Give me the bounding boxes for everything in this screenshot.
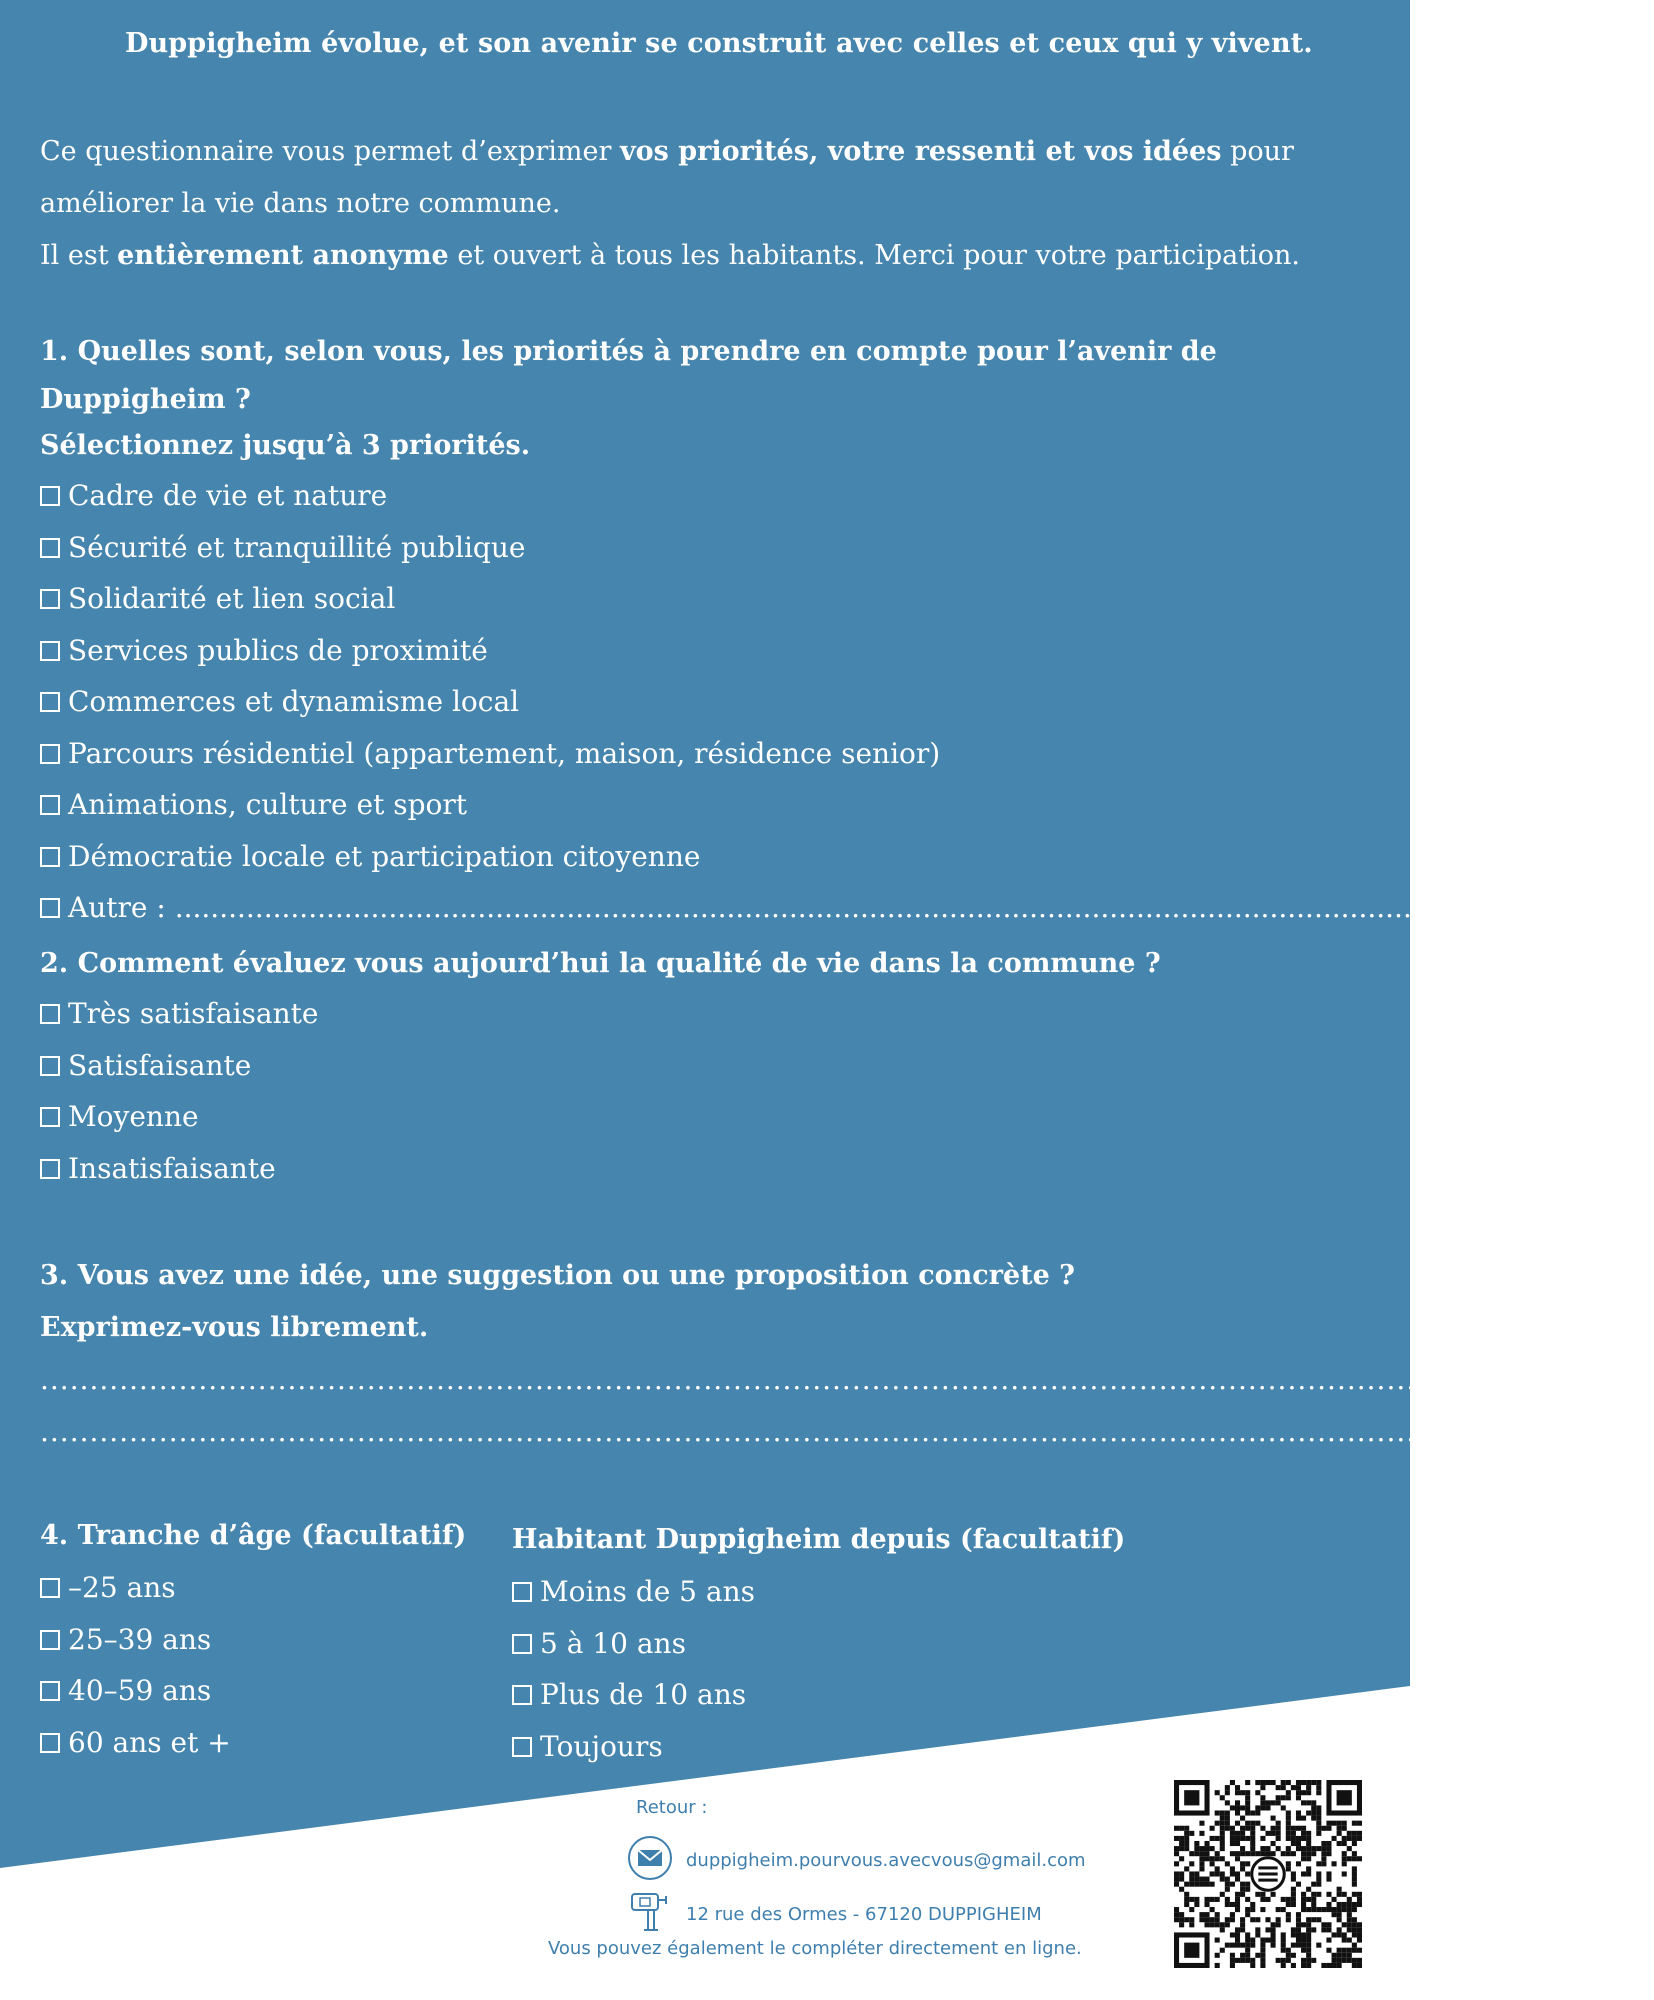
intro-line3-emphasis: entièrement anonyme [117, 240, 449, 271]
priority-option[interactable] [40, 470, 1380, 522]
checkbox-icon[interactable] [40, 486, 60, 506]
option-label: Solidarité et lien social [68, 582, 396, 615]
checkbox-icon[interactable] [512, 1634, 532, 1654]
checkbox-icon[interactable] [512, 1737, 532, 1757]
residence-option[interactable] [512, 1721, 1212, 1773]
option-label: Plus de 10 ans [540, 1678, 747, 1711]
checkbox-icon[interactable] [40, 641, 60, 661]
priority-option[interactable] [40, 625, 1380, 677]
intro-line3-text: Il est [40, 240, 118, 271]
priority-option[interactable] [40, 779, 1380, 831]
other-fill-line[interactable]: ...................................................................................................................................................... [174, 891, 1510, 924]
checkbox-icon[interactable] [40, 589, 60, 609]
question-4-options [40, 1562, 500, 1768]
retour-label: Retour : [636, 1797, 708, 1818]
checkbox-icon[interactable] [40, 1056, 60, 1076]
option-label: 60 ans et + [68, 1725, 231, 1759]
intro-line1-emphasis: vos priorités, votre ressenti et vos idées [619, 136, 1222, 167]
checkbox-icon[interactable] [40, 1733, 60, 1753]
checkbox-icon[interactable] [512, 1582, 532, 1602]
quality-option[interactable] [40, 1091, 1380, 1143]
question-4-title: 4. Tranche d’âge (facultatif) [40, 1520, 467, 1551]
answer-line-2[interactable]: ................................................................................................................................................................... [40, 1415, 1654, 1448]
checkbox-icon[interactable] [40, 898, 60, 918]
quality-option[interactable] [40, 988, 1380, 1040]
option-label: 25–39 ans [68, 1622, 212, 1656]
option-label: Autre : [68, 891, 166, 924]
checkbox-icon[interactable] [40, 1004, 60, 1024]
question-5 [512, 1514, 1212, 1772]
checkbox-icon[interactable] [40, 1681, 60, 1701]
checkbox-icon[interactable] [40, 538, 60, 558]
intro-text [40, 126, 1380, 282]
checkbox-icon[interactable] [40, 1630, 60, 1650]
priority-option[interactable] [40, 831, 1380, 883]
question-5-options [512, 1566, 1212, 1772]
age-option[interactable] [40, 1614, 500, 1666]
email-address[interactable]: duppigheim.pourvous.avecvous@gmail.com [686, 1850, 1086, 1871]
option-label: Sécurité et tranquillité publique [68, 530, 526, 564]
question-1-title: 1. Quelles sont, selon vous, les priorités à prendre en compte pour l’avenir de Duppigheim ? [40, 336, 1217, 415]
age-option[interactable] [40, 1717, 500, 1769]
question-5-title: Habitant Duppigheim depuis (facultatif) [512, 1524, 1126, 1555]
intro-line3-end: et ouvert à tous les habitants. Merci pour votre participation. [448, 240, 1300, 271]
priority-option[interactable] [40, 676, 1380, 728]
age-option[interactable] [40, 1665, 500, 1717]
intro-title: Duppigheim évolue, et son avenir se construit avec celles et ceux qui y vivent. [125, 28, 1313, 59]
age-option[interactable] [40, 1562, 500, 1614]
residence-option[interactable] [512, 1669, 1212, 1721]
question-2 [40, 940, 1380, 1194]
priority-option[interactable] [40, 573, 1380, 625]
option-label: Démocratie locale et participation citoyenne [68, 839, 701, 873]
option-label: 40–59 ans [68, 1674, 212, 1707]
option-label: Animations, culture et sport [68, 788, 468, 821]
question-2-options [40, 988, 1380, 1194]
option-label: Cadre de vie et nature [68, 479, 388, 512]
intro-line2: améliorer la vie dans notre commune. [40, 188, 561, 219]
question-1-options [40, 470, 1380, 882]
residence-option[interactable] [512, 1566, 1212, 1618]
option-label: Commerces et dynamisme local [68, 685, 520, 718]
checkbox-icon[interactable] [40, 847, 60, 867]
question-3-subtitle: Exprimez-vous librement. [40, 1312, 429, 1343]
checkbox-icon[interactable] [40, 1578, 60, 1598]
intro-line1-end: pour [1221, 136, 1294, 167]
question-1 [40, 328, 1510, 934]
residence-option[interactable] [512, 1618, 1212, 1670]
online-note: Vous pouvez également le compléter directement en ligne. [548, 1938, 1082, 1959]
checkbox-icon[interactable] [512, 1685, 532, 1705]
checkbox-icon[interactable] [40, 795, 60, 815]
option-other[interactable] [40, 882, 1510, 934]
option-label: –25 ans [68, 1571, 176, 1604]
question-3 [40, 1250, 1654, 1458]
quality-option[interactable] [40, 1143, 1380, 1195]
answer-line-1[interactable]: ................................................................................................................................................................... [40, 1363, 1654, 1396]
checkbox-icon[interactable] [40, 692, 60, 712]
option-label: Moins de 5 ans [540, 1575, 755, 1608]
option-label: Satisfaisante [68, 1048, 252, 1082]
question-3-title: 3. Vous avez une idée, une suggestion ou une proposition concrète ? [40, 1260, 1075, 1291]
checkbox-icon[interactable] [40, 1107, 60, 1127]
intro-line1-text: Ce questionnaire vous permet d’exprimer [40, 136, 620, 167]
option-label: Très satisfaisante [68, 997, 319, 1030]
option-label: Insatisfaisante [68, 1151, 276, 1185]
checkbox-icon[interactable] [40, 1159, 60, 1179]
checkbox-icon[interactable] [40, 744, 60, 764]
question-1-subtitle: Sélectionnez jusqu’à 3 priorités. [40, 430, 531, 461]
option-label: Parcours résidentiel (appartement, maison, résidence senior) [68, 736, 941, 770]
option-label: 5 à 10 ans [540, 1626, 686, 1660]
option-label: Toujours [540, 1729, 663, 1763]
postal-address: 12 rue des Ormes - 67120 DUPPIGHEIM [686, 1904, 1042, 1925]
priority-option[interactable] [40, 728, 1380, 780]
question-4 [40, 1510, 500, 1768]
quality-option[interactable] [40, 1040, 1380, 1092]
question-2-title: 2. Comment évaluez vous aujourd’hui la qualité de vie dans la commune ? [40, 948, 1161, 979]
priority-option[interactable] [40, 522, 1380, 574]
option-label: Services publics de proximité [68, 633, 488, 667]
option-label: Moyenne [68, 1100, 199, 1133]
